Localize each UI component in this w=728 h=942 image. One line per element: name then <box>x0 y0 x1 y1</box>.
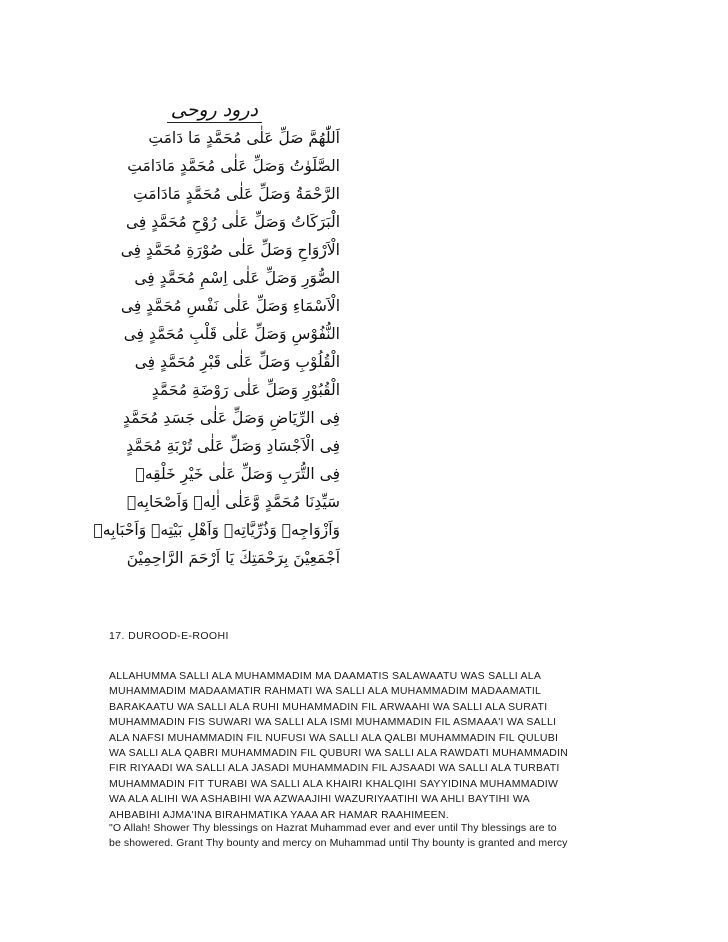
text-line: WA ALA ALIHI WA ASHABIHI WA AZWAAJIHI WAZURIYAATIHI WA AHLI BAYTIHI WA <box>109 793 530 806</box>
text-line: MUHAMMADIN FIS SUWARI WA SALLI ALA ISMI MUHAMMADIN FIL ASMAAA'I WA SALLI <box>109 716 557 729</box>
arabic-line: فِى التُّرَبِ وَصَلِّ عَلٰى خَيْرِ خَلْقِهٖ <box>135 465 340 483</box>
text-line: be showered. Grant Thy bounty and mercy on Muhammad until Thy bounty is granted and mercy <box>109 837 568 850</box>
arabic-line: النُّفُوْسِ وَصَلِّ عَلٰى قَلْبِ مُحَمَّدٍ فِى <box>123 325 340 343</box>
arabic-line: اَللّٰهُمَّ صَلِّ عَلٰى مُحَمَّدٍ مَا دَامَتِ <box>148 129 340 147</box>
text-line: "O Allah! Shower Thy blessings on Hazrat Muhammad ever and ever until Thy blessings are to <box>109 822 557 834</box>
text-line: FIR RIYAADI WA SALLI ALA JASADI MUHAMMADIN FIL AJSAADI WA SALLI ALA TURBATI <box>109 762 560 775</box>
arabic-calligraphy-image <box>93 95 340 575</box>
arabic-line: سَيِّدِنَا مُحَمَّدٍ وَّعَلٰى اٰلِهٖ وَاَصْحَابِهٖ <box>127 493 340 511</box>
text-line: WA SALLI ALA QABRI MUHAMMADIN FIL QUBURI WA SALLI ALA RAWDATI MUHAMMADIN <box>109 747 569 760</box>
text-line: BARAKAATU WA SALLI ALA RUHI MUHAMMADIN FIL ARWAAHI WA SALLI ALA SURATI <box>109 700 548 713</box>
text-line: ALLAHUMMA SALLI ALA MUHAMMADIM MA DAAMATIS SALAWAATU WAS SALLI ALA <box>109 670 542 682</box>
text-line: AHBABIHI AJMA'INA BIRAHMATIKA YAAA AR HAMAR RAAHIMEEN. <box>109 808 449 821</box>
arabic-line: الْقُبُوْرِ وَصَلِّ عَلٰى رَوْضَةِ مُحَمَّدٍ <box>151 381 340 399</box>
arabic-line: الْقُلُوْبِ وَصَلِّ عَلٰى قَبْرِ مُحَمَّدٍ فِى <box>134 353 340 371</box>
arabic-line: فِى الرِّيَاضِ وَصَلِّ عَلٰى جَسَدِ مُحَمَّدٍ <box>123 409 340 427</box>
arabic-line: الْبَرَكَاتُ وَصَلِّ عَلٰى رُوْحِ مُحَمَّدٍ فِى <box>126 213 340 231</box>
arabic-line: فِى الْاَجْسَادِ وَصَلِّ عَلٰى تُرْبَةِ مُحَمَّدٍ <box>126 437 340 455</box>
text-line: ALA NAFSI MUHAMMADIN FIL NUFUSI WA SALLI ALA QALBI MUHAMMADIN FIL QULUBI <box>109 731 559 744</box>
section-heading: 17. DUROOD-E-ROOHI <box>109 630 229 642</box>
arabic-line: الصَّلَوٰتُ وَصَلِّ عَلٰى مُحَمَّدٍ مَادَامَتِ <box>127 157 340 175</box>
arabic-line: اَجْمَعِيْنَ بِرَحْمَتِكَ يَا اَرْحَمَ الرَّاحِمِيْنَ <box>126 549 340 567</box>
text-line: MUHAMMADIN FIT TURABI WA SALLI ALA KHAIRI KHALQIHI SAYYIDINA MUHAMMADIW <box>109 777 559 790</box>
arabic-line: الْاَسْمَاءِ وَصَلِّ عَلٰى نَفْسِ مُحَمَّدٍ فِى <box>120 297 340 315</box>
arabic-title: درود روحی <box>170 99 258 121</box>
arabic-line: وَاَزْوَاجِهٖ وَذُرِّيَّاتِهٖ وَاَهْلِ بَيْتِهٖ وَاَحْبَابِهٖ <box>93 521 340 539</box>
arabic-line: الْاَرْوَاحِ وَصَلِّ عَلٰى صُوْرَةِ مُحَمَّدٍ فِى <box>120 241 340 259</box>
text-line: MUHAMMADIM MADAAMATIR RAHMATI WA SALLI ALA MUHAMMADIM MADAAMATIL <box>109 685 542 698</box>
translation-paragraph <box>109 821 624 852</box>
arabic-line: الرَّحْمَةُ وَصَلِّ عَلٰى مُحَمَّدٍ مَادَامَتِ <box>133 185 340 203</box>
arabic-line: الصُّوَرِ وَصَلِّ عَلٰى اِسْمِ مُحَمَّدٍ فِى <box>134 269 340 287</box>
transliteration-paragraph <box>109 669 629 823</box>
